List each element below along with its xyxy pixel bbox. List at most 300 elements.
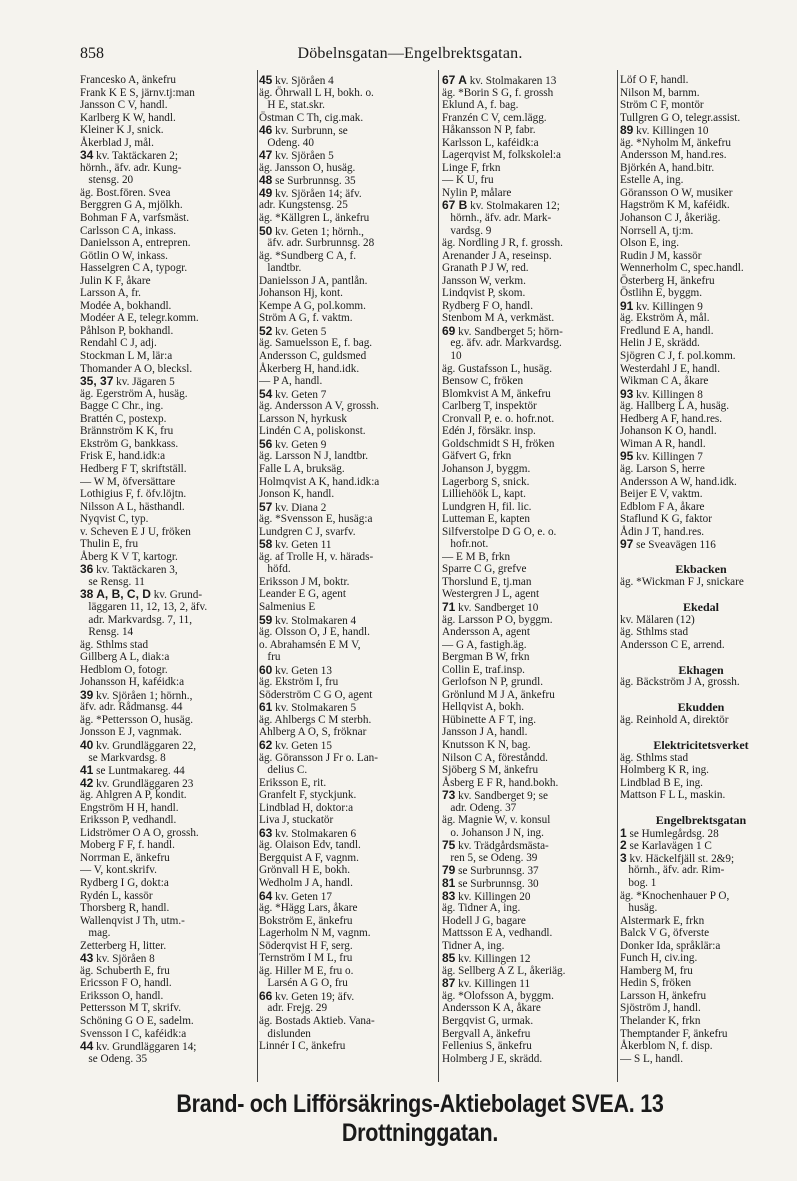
directory-entry: 63 kv. Stolmakaren 6 — [259, 825, 357, 840]
directory-entry: kv. Mälaren (12) — [620, 613, 695, 626]
directory-entry: Hedberg A F, hand.res. — [620, 412, 723, 425]
directory-entry: 85 kv. Killingen 12 — [442, 951, 531, 966]
directory-entry: Falle L A, bruksäg. — [259, 462, 345, 475]
directory-entry: vardsg. 9 — [442, 224, 492, 237]
directory-entry: Göransson O W, musiker — [620, 186, 733, 199]
directory-entry: Bagge C Chr., ing. — [80, 400, 164, 413]
directory-entry: 61 kv. Stolmakaren 5 — [259, 700, 357, 715]
directory-entry: Bohman F A, varfsmäst. — [80, 212, 190, 225]
directory-entry: Lothigius F, f. öfv.löjtn. — [80, 488, 187, 501]
directory-entry: Wallenqvist J Th, utm.- — [80, 914, 185, 927]
column-divider — [257, 70, 258, 1082]
directory-entry: se Markvardsg. 8 — [80, 751, 166, 764]
house-number: 41 — [80, 763, 94, 778]
directory-entry: — P A, handl. — [259, 375, 323, 388]
column-1 — [80, 74, 258, 1065]
directory-entry: Åberg K V T, kartogr. — [80, 550, 178, 563]
directory-entry: Helin J E, skrädd. — [620, 337, 700, 350]
directory-entry: Leander E G, agent — [259, 588, 346, 601]
directory-entry: Åkerberg H, hand.idk. — [259, 362, 360, 375]
directory-entry: Larsson A, fr. — [80, 287, 141, 300]
directory-entry: Andersson K A, åkare — [442, 1002, 541, 1015]
house-number: 2 — [620, 838, 627, 853]
house-number: 93 — [620, 386, 634, 401]
directory-entry: 54 kv. Geten 7 — [259, 386, 327, 401]
directory-entry: Jansson J A, handl. — [442, 726, 528, 739]
directory-entry: äg. Sthlms stad — [620, 626, 689, 639]
directory-entry: v. Scheven E J U, fröken — [80, 525, 191, 538]
house-number: 97 — [620, 537, 634, 552]
directory-entry: 36 kv. Taktäckaren 3, — [80, 562, 178, 577]
directory-entry: Edén J, försäkr. insp. — [442, 425, 536, 438]
directory-entry: Söderström C G O, agent — [259, 688, 373, 701]
directory-entry: Larsson H, änkefru — [620, 989, 707, 1002]
directory-entry: Hellqvist A, bokh. — [442, 701, 525, 714]
directory-entry: Carlberg T, inspektör — [442, 400, 537, 413]
directory-entry: Holmberg K R, ing. — [620, 764, 709, 777]
directory-entry: äg. *Svensson E, husäg:a — [259, 513, 373, 526]
directory-entry: Nilson C A, föreståndd. — [442, 751, 548, 764]
column-3 — [442, 74, 620, 1065]
directory-entry: Johansson H, kaféidk:a — [80, 676, 185, 689]
house-number: 46 — [259, 123, 273, 138]
column-divider — [617, 70, 618, 1082]
directory-entry: Holmberg J E, skrädd. — [442, 1052, 543, 1065]
directory-entry: Schöning G O E, sadelm. — [80, 1015, 194, 1028]
directory-entry: Eriksson O, handl. — [80, 989, 164, 1002]
directory-entry: äg. *Källgren L, änkefru — [259, 212, 370, 225]
directory-entry: Nylin P, målare — [442, 186, 512, 199]
directory-entry: 3 kv. Häckelfjäll st. 2&9; — [620, 850, 735, 865]
directory-entry: Mattson F L L, maskin. — [620, 789, 726, 802]
directory-entry: Thulin E, fru — [80, 538, 139, 551]
directory-entry: Kempe A G, pol.komm. — [259, 299, 366, 312]
directory-entry: 50 kv. Geten 1; hörnh., — [259, 223, 364, 238]
directory-entry: Eriksson P, vedhandl. — [80, 814, 177, 827]
directory-entry: adr. Markvardsg. 7, 11, — [80, 613, 193, 626]
column-4 — [620, 74, 782, 1065]
directory-entry: äg. *Nyholm M, änkefru — [620, 136, 731, 149]
directory-entry: Lidströmer O A O, grossh. — [80, 826, 199, 839]
directory-entry: adr. Odeng. 37 — [442, 801, 517, 814]
directory-entry: äg. *Borin S G, f. grossh — [442, 86, 554, 99]
directory-entry: delius C. — [259, 764, 308, 777]
directory-entry: 67 A kv. Stolmakaren 13 — [442, 74, 557, 87]
directory-entry: Fredlund E A, handl. — [620, 324, 714, 337]
directory-entry: 42 kv. Grundläggaren 23 — [80, 775, 194, 790]
directory-entry: Norrman E, änkefru — [80, 851, 170, 864]
directory-entry: äg. Sthlms stad — [620, 751, 689, 764]
directory-entry: äfv. adr. Surbrunnsg. 28 — [259, 237, 375, 250]
directory-entry: eg. äfv. adr. Markvardsg. — [442, 337, 562, 350]
directory-entry: Salmenius E — [259, 600, 316, 613]
directory-entry: äg. Bostads Aktieb. Vana- — [259, 1015, 375, 1028]
directory-entry: Hedberg F T, skriftställ. — [80, 462, 187, 475]
directory-entry: 91 kv. Killingen 9 — [620, 298, 703, 313]
directory-entry: äg. Ahlbergs C M sterbh. — [259, 713, 372, 726]
directory-entry: Åkerblom N, f. disp. — [620, 1040, 713, 1053]
house-number: 56 — [259, 436, 273, 451]
directory-entry: Norrsell A, tj:m. — [620, 224, 694, 237]
directory-entry: äg. *Sundberg C A, f. — [259, 249, 357, 262]
directory-entry: äg. Göransson J Fr o. Lan- — [259, 751, 379, 764]
directory-entry: Thelander K, frkn — [620, 1015, 701, 1028]
directory-entry: H E, stat.skr. — [259, 99, 325, 112]
directory-entry: hofr.not. — [442, 538, 489, 551]
directory-entry: stensg. 20 — [80, 174, 134, 187]
column-2 — [259, 74, 435, 1053]
directory-entry: Östlihn E, byggm. — [620, 287, 703, 300]
directory-entry: Hagström K M, kaféidk. — [620, 199, 730, 212]
directory-entry: 87 kv. Killingen 11 — [442, 976, 531, 991]
directory-entry: 60 kv. Geten 13 — [259, 662, 332, 677]
section-heading: Ekudden — [677, 700, 725, 715]
directory-entry: 95 kv. Killingen 7 — [620, 449, 703, 464]
house-number: 61 — [259, 700, 273, 715]
house-number: 85 — [442, 951, 456, 966]
directory-entry: äg. Bäckström J A, grossh. — [620, 676, 740, 689]
directory-entry: 89 kv. Killingen 10 — [620, 123, 709, 138]
directory-entry: Pettersson M T, skrifv. — [80, 1002, 182, 1015]
directory-entry: hörnh., äfv. adr. Mark- — [442, 212, 552, 225]
directory-entry: Götlin O W, inkass. — [80, 249, 168, 262]
directory-entry: Lundgren C J, svarfv. — [259, 525, 356, 538]
directory-entry: Gerlofson N P, grundl. — [442, 676, 543, 689]
directory-entry: Rudin J M, kassör — [620, 249, 702, 262]
directory-entry: — W M, öfversättare — [80, 475, 176, 488]
house-number: 83 — [442, 888, 456, 903]
directory-entry: Tidner A, ing. — [442, 939, 505, 952]
directory-entry: Gäfvert G, frkn — [442, 450, 512, 463]
directory-entry: 48 se Surbrunnsg. 35 — [259, 173, 356, 188]
directory-entry: 10 — [442, 350, 462, 363]
directory-entry: Andersson C E, arrend. — [620, 638, 725, 651]
directory-entry: Jansson W, verkm. — [442, 274, 526, 287]
house-number: 42 — [80, 775, 94, 790]
directory-entry: Stockman L M, lär:a — [80, 350, 173, 363]
directory-entry: se Rensg. 11 — [80, 575, 145, 588]
directory-entry: Eriksson E, rit. — [259, 776, 327, 789]
directory-entry: Danielsson J A, pantlån. — [259, 274, 368, 287]
directory-entry: Håkansson N P, fabr. — [442, 124, 536, 137]
directory-entry: Granfelt F, styckjunk. — [259, 789, 357, 802]
directory-entry: Eklund A, f. bag. — [442, 99, 519, 112]
house-number: 44 — [80, 1039, 94, 1054]
directory-entry: Hodell J G, bagare — [442, 914, 526, 927]
directory-entry: Rydberg F O, handl. — [442, 299, 534, 312]
directory-entry: Johanson Hj, kont. — [259, 287, 343, 300]
directory-entry: Silfverstolpe D G O, e. o. — [442, 525, 557, 538]
directory-entry: äg. Hiller M E, fru o. — [259, 964, 354, 977]
directory-entry: Ekström G, bankkass. — [80, 437, 179, 450]
house-number: 75 — [442, 838, 456, 853]
directory-entry: Olson E, ing. — [620, 237, 680, 250]
directory-entry: Andersson A, agent — [442, 626, 530, 639]
directory-entry: mag. — [80, 927, 111, 940]
directory-entry: Åsberg E F R, hand.bokh. — [442, 776, 559, 789]
directory-entry: äg. Magnie W, v. konsul — [442, 814, 551, 827]
directory-entry: Johanson C J, åkeriäg. — [620, 212, 721, 225]
directory-entry: Nilson M, barnm. — [620, 86, 700, 99]
directory-entry: Liva J, stuckatör — [259, 814, 334, 827]
directory-entry: — K U, fru — [442, 174, 494, 187]
directory-entry: 34 kv. Taktäckaren 2; — [80, 148, 179, 163]
directory-entry: 39 kv. Sjöråen 1; hörnh., — [80, 687, 193, 702]
directory-entry: äg. *Pettersson O, husäg. — [80, 713, 194, 726]
directory-entry: 93 kv. Killingen 8 — [620, 386, 703, 401]
directory-entry: Lindblad B E, ing. — [620, 776, 703, 789]
directory-entry: Westergren J L, agent — [442, 588, 540, 601]
directory-entry: 44 kv. Grundläggaren 14; — [80, 1039, 197, 1054]
house-number: 89 — [620, 123, 634, 138]
directory-entry: Rendahl C J, adj. — [80, 337, 157, 350]
directory-entry: 57 kv. Diana 2 — [259, 499, 327, 514]
directory-entry: se Odeng. 35 — [80, 1052, 148, 1065]
directory-entry: Sjögren C J, f. pol.komm. — [620, 350, 736, 363]
directory-entry: äg. *Wickman F J, snickare — [620, 575, 744, 588]
house-number: 79 — [442, 863, 456, 878]
directory-entry: äg. Tidner A, ing. — [442, 902, 521, 915]
directory-entry: äg. *Hägg Lars, åkare — [259, 902, 358, 915]
directory-entry: äg. Jansson O, husäg. — [259, 161, 356, 174]
directory-entry: landtbr. — [259, 262, 302, 275]
directory-entry: läggaren 11, 12, 13, 2, äfv. — [80, 600, 208, 613]
directory-entry: Tullgren G O, telegr.assist. — [620, 111, 741, 124]
directory-entry: 58 kv. Geten 11 — [259, 537, 332, 552]
directory-entry: — G A, fastigh.äg. — [442, 638, 527, 651]
directory-entry: 35, 37 kv. Jägaren 5 — [80, 374, 175, 389]
directory-entry: Hübinette A F T, ing. — [442, 713, 537, 726]
directory-entry: Andersson C, guldsmed — [259, 350, 367, 363]
house-number: 67 A — [442, 74, 467, 87]
directory-entry: Hedblom O, fotogr. — [80, 663, 168, 676]
directory-entry: Themptander F, änkefru — [620, 1027, 728, 1040]
directory-entry: Ericsson F O, handl. — [80, 977, 172, 990]
directory-entry: äg. Olaison Edv, tandl. — [259, 839, 361, 852]
section-heading: Ekedal — [682, 599, 719, 614]
directory-entry: Bergquist A F, vagnm. — [259, 851, 359, 864]
directory-entry: Beijer E V, vaktm. — [620, 488, 703, 501]
house-number: 87 — [442, 976, 456, 991]
directory-entry: äg. Ekström I, fru — [259, 676, 339, 689]
directory-entry: Stenbom M A, verkmäst. — [442, 312, 555, 325]
directory-entry: Jonson K, handl. — [259, 488, 335, 501]
house-number: 52 — [259, 323, 273, 338]
directory-entry: Bergvall A, änkefru — [442, 1027, 531, 1040]
directory-entry: Donker Ida, språklär:a — [620, 939, 721, 952]
directory-entry: Knutsson K N, bag. — [442, 738, 531, 751]
house-number: 50 — [259, 223, 273, 238]
directory-entry: äg. Olsson O, J E, handl. — [259, 626, 370, 639]
directory-entry: Westerdahl J E, handl. — [620, 362, 721, 375]
directory-entry: Modéer A E, telegr.komm. — [80, 312, 199, 325]
directory-entry: Johanson K O, handl. — [620, 425, 717, 438]
directory-entry: Staflund K G, faktor — [620, 513, 712, 526]
directory-entry: Löf O F, handl. — [620, 74, 689, 86]
house-number: 47 — [259, 148, 273, 163]
directory-entry: Arenander J A, reseinsp. — [442, 249, 552, 262]
directory-entry: äg. Andersson A V, grossh. — [259, 400, 379, 413]
directory-entry: 38 A, B, C, D kv. Grund- — [80, 587, 203, 602]
house-number: 36 — [80, 562, 94, 577]
directory-entry: Hasselgren C A, typogr. — [80, 262, 188, 275]
directory-entry: äg. Nordling J R, f. grossh. — [442, 237, 563, 250]
directory-entry: äg. Schuberth E, fru — [80, 964, 170, 977]
directory-entry: Lindblad H, doktor:a — [259, 801, 354, 814]
house-number: 73 — [442, 788, 456, 803]
directory-entry: 69 kv. Sandberget 5; hörn- — [442, 323, 563, 338]
directory-entry: Franzén C V, cem.lägg. — [442, 111, 547, 124]
directory-entry: Alstermark E, frkn — [620, 914, 705, 927]
directory-entry: o. Abrahamsén E M V, — [259, 638, 361, 651]
directory-entry: Linge F, frkn — [442, 161, 501, 174]
directory-entry: äg. Bost.fören. Svea — [80, 186, 171, 199]
section-heading: Ekhagen — [678, 662, 724, 677]
directory-entry: — V, kont.skrifv. — [80, 864, 157, 877]
directory-entry: Söderqvist H F, serg. — [259, 939, 353, 952]
directory-entry: Linnér I C, änkefru — [259, 1040, 346, 1053]
directory-entry: 43 kv. Sjöråen 8 — [80, 951, 155, 966]
directory-entry: Påhlson P, bokhandl. — [80, 324, 174, 337]
directory-entry: äg. Sellberg A Z L, åkeriäg. — [442, 964, 566, 977]
directory-entry: äg. Samuelsson E, f. bag. — [259, 337, 373, 350]
directory-entry: 75 kv. Trädgårdsmästa- — [442, 838, 549, 853]
directory-entry: 71 kv. Sandberget 10 — [442, 599, 539, 614]
directory-entry: 67 B kv. Stolmakaren 12; — [442, 198, 560, 213]
directory-entry: Thorslund E, tj.man — [442, 575, 532, 588]
directory-entry: äg. Larson S, herre — [620, 462, 705, 475]
directory-entry: Wennerholm C, spec.handl. — [620, 262, 744, 275]
directory-entry: Lagerborg S, snick. — [442, 475, 530, 488]
directory-entry: Estelle A, ing. — [620, 174, 684, 187]
directory-entry: Lindén C A, poliskonst. — [259, 425, 366, 438]
directory-entry: Lagerqvist M, folkskolel:a — [442, 149, 561, 162]
directory-entry: Thorsberg R, handl. — [80, 902, 170, 915]
directory-entry: Fellenius S, änkefru — [442, 1040, 532, 1053]
house-number: 57 — [259, 499, 273, 514]
section-heading: Elektricitetsverket — [653, 737, 749, 752]
directory-entry: Wiman A R, handl. — [620, 437, 706, 450]
section-heading: Engelbrektsgatan — [655, 813, 747, 828]
directory-entry: äg. Sthlms stad — [80, 638, 149, 651]
directory-entry: äg. Larsson P O, byggm. — [442, 613, 553, 626]
directory-entry: Grönvall H E, bokh. — [259, 864, 351, 877]
directory-entry: äg. Ahlgren A P, kondit. — [80, 789, 187, 802]
directory-entry: Lindqvist P, skom. — [442, 287, 526, 300]
directory-entry: 1 se Humlegårdsg. 28 — [620, 825, 719, 840]
directory-entry: Larsson N, hyrkusk — [259, 412, 347, 425]
directory-entry: Funch H, civ.ing. — [620, 952, 698, 965]
directory-entry: Thomander A O, blecksl. — [80, 362, 193, 375]
house-number: 48 — [259, 173, 273, 188]
directory-entry: Grönlund M J A, änkefru — [442, 688, 555, 701]
directory-entry: 52 kv. Geten 5 — [259, 323, 327, 338]
advertisement-footer: Brand- och Lifförsäkrings-Aktiebolaget SVEA. 13 Drottninggatan. — [176, 1090, 664, 1147]
directory-entry: Nilsson A L, hästhandl. — [80, 500, 185, 513]
house-number: 38 A, B, C, D — [80, 587, 151, 602]
directory-entry: Moberg F F, f. handl. — [80, 839, 175, 852]
directory-entry: Hedin S, fröken — [620, 977, 692, 990]
directory-entry: Engström H H, handl. — [80, 801, 179, 814]
section-heading: Ekbacken — [675, 562, 727, 577]
running-title: Döbelnsgatan—Engelbrektsgatan. — [297, 45, 523, 62]
directory-entry: 41 se Luntmakareg. 44 — [80, 763, 185, 778]
directory-entry: adr. Frejg. 29 — [259, 1002, 328, 1015]
directory-entry: Wikman C A, åkare — [620, 375, 709, 388]
house-number: 34 — [80, 148, 94, 163]
house-number: 64 — [259, 888, 273, 903]
house-number: 39 — [80, 687, 94, 702]
directory-entry: Ådin J T, hand.res. — [620, 525, 705, 538]
house-number: 59 — [259, 612, 273, 627]
directory-entry: Lutteman E, kapten — [442, 513, 530, 526]
house-number: 1 — [620, 825, 627, 840]
directory-entry: Danielsson A, entrepren. — [80, 237, 191, 250]
directory-entry: Ström A G, f. vaktm. — [259, 312, 353, 325]
directory-entry: Ahlberg A O, S, fröknar — [259, 726, 367, 739]
directory-entry: 79 se Surbrunnsg. 37 — [442, 863, 539, 878]
directory-entry: Östman C Th, cig.mak. — [259, 111, 364, 124]
directory-entry: 83 kv. Killingen 20 — [442, 888, 531, 903]
directory-entry: Cronvall P, e. o. hofr.not. — [442, 412, 555, 425]
directory-entry: äg. Öhrwall L H, bokh. o. — [259, 86, 374, 99]
directory-entry: Francesko A, änkefru — [80, 74, 176, 86]
directory-entry: äg. Larsson N J, landtbr. — [259, 450, 369, 463]
directory-entry: Sparre C G, grefve — [442, 563, 527, 576]
house-number: 63 — [259, 825, 273, 840]
directory-entry: Karlberg K W, handl. — [80, 111, 176, 124]
directory-entry: Brännström K K, fru — [80, 425, 174, 438]
house-number: 71 — [442, 599, 456, 614]
directory-entry: Larsén A G O, fru — [259, 977, 348, 990]
directory-entry: hörnh., äfv. adr. Rim- — [620, 864, 725, 877]
directory-entry: Åkerblad J, mål. — [80, 136, 154, 149]
directory-entry: Goldschmidt S H, fröken — [442, 437, 555, 450]
directory-entry: Balck V G, öfverste — [620, 927, 710, 940]
house-number: 45 — [259, 74, 273, 87]
directory-entry: Mattsson E A, vedhandl. — [442, 927, 553, 940]
directory-entry: Frank K E S, järnv.tj:man — [80, 86, 195, 99]
directory-entry: Zetterberg H, litter. — [80, 939, 167, 952]
directory-entry: Rydén L, kassör — [80, 889, 153, 902]
directory-entry: äg. *Olofsson A, byggm. — [442, 989, 554, 1002]
directory-entry: Kleiner K J, snick. — [80, 124, 164, 137]
directory-entry: Frisk E, hand.idk:a — [80, 450, 166, 463]
house-number: 67 B — [442, 198, 468, 213]
house-number: 60 — [259, 662, 273, 677]
directory-entry: 97 se Sveavägen 116 — [620, 537, 716, 552]
directory-entry: 59 kv. Stolmakaren 4 — [259, 612, 357, 627]
directory-entry: äfv. adr. Rådmansg. 44 — [80, 701, 183, 714]
directory-entry: husäg. — [620, 902, 658, 915]
house-number: 49 — [259, 185, 273, 200]
page-header — [80, 45, 740, 65]
directory-entry: äg. Reinhold A, direktör — [620, 713, 729, 726]
directory-entry: Collin E, traf.insp. — [442, 663, 525, 676]
directory-entry: 2 se Karlavägen 1 C — [620, 838, 712, 853]
directory-entry: Bokström E, änkefru — [259, 914, 353, 927]
directory-entry: Eriksson J M, boktr. — [259, 575, 350, 588]
directory-entry: 73 kv. Sandberget 9; se — [442, 788, 548, 803]
directory-entry: Bergqvist G, urmak. — [442, 1015, 534, 1028]
directory-entry: äg. Ekström A, mål. — [620, 312, 710, 325]
page-number: 858 — [80, 45, 104, 62]
directory-entry: Svensson I C, kaféidk:a — [80, 1027, 187, 1040]
directory-entry: Jansson C V, handl. — [80, 99, 168, 112]
directory-entry: Jonsson E J, vagnmak. — [80, 726, 182, 739]
directory-entry: Modée A, bokhandl. — [80, 299, 172, 312]
directory-entry: Ternström I M L, fru — [259, 952, 353, 965]
